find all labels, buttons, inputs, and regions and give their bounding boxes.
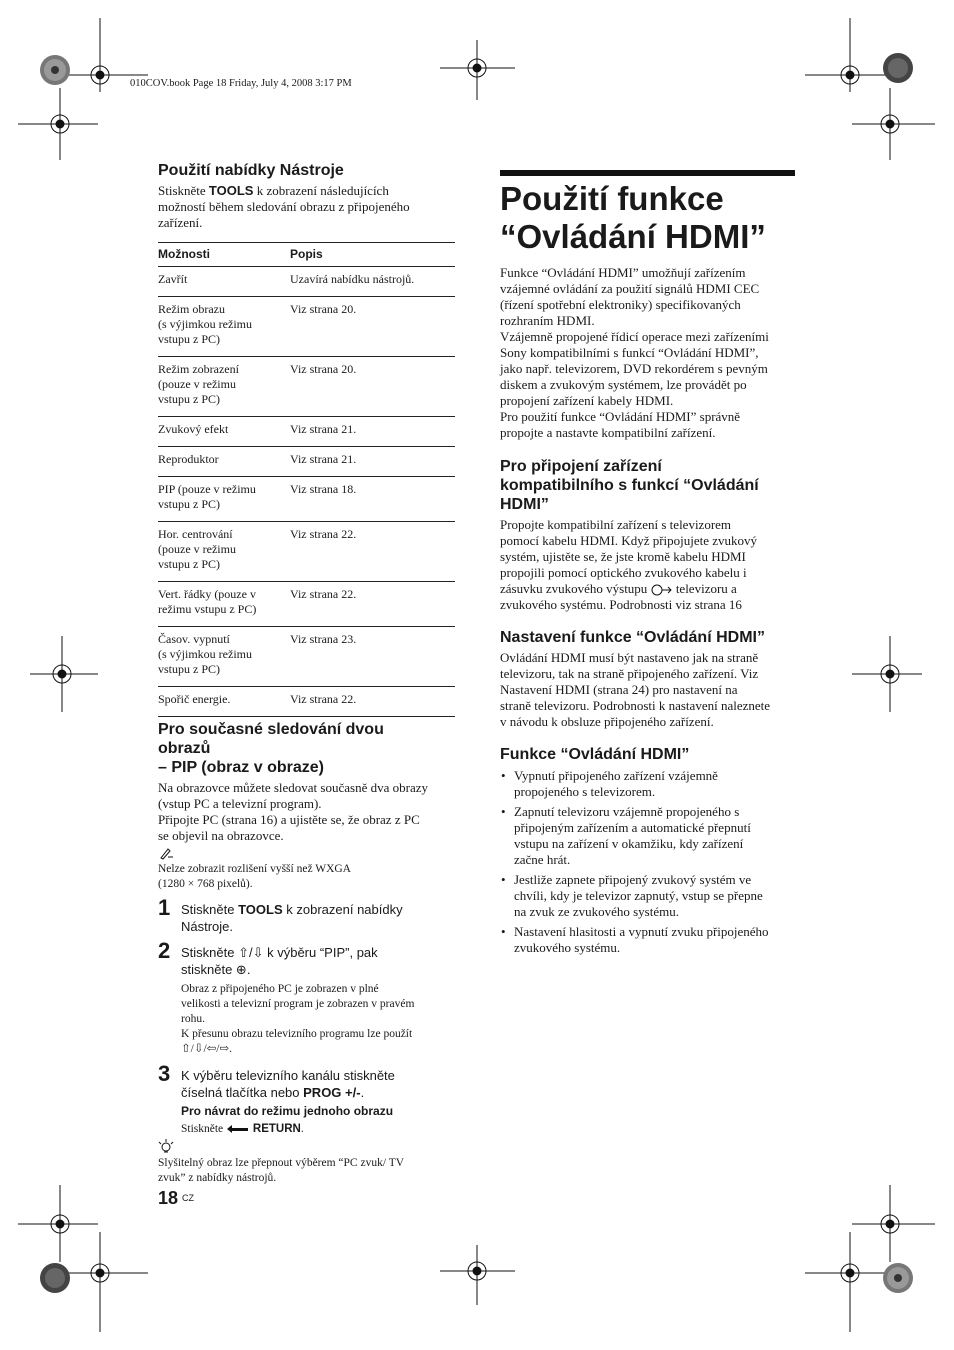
up-down-arrow-icon: ⇧/⇩ [238,945,264,960]
step-1-number: 1 [158,895,171,920]
option-cell: PIP (pouze v režimu vstupu z PC) [158,477,290,522]
return-icon [226,1124,250,1134]
text-line: vzájemné ovládání za použití signálů HDMI CEC [500,281,760,296]
table-row [158,582,455,627]
text-line: pomocí kabelu HDMI. Když připojujete zvukový [500,533,758,548]
settings-body [500,650,800,730]
text-line: Propojte kompatibilní zařízení s televizorem [500,517,732,532]
text-line: diskem a zvukovým systémem, lze provádět po [500,377,747,392]
tools-intro: Stiskněte TOOLS k zobrazení následujících možností během sledování obrazu z připojeného zařízení. [158,183,410,230]
description-cell: Viz strana 21. [290,417,455,447]
tools-section-title: Použití nabídky Nástroje [158,162,344,179]
description-cell: Viz strana 22. [290,582,455,627]
pip-body: Na obrazovce můžete sledovat současně dva obrazy (vstup PC a televizní program). Připojte PC (strana 16) a ujistěte se, že obraz z PC se objevil na obrazovce. [158,780,428,843]
table-row [158,267,455,297]
table-row [158,627,455,687]
step-1-text: Stiskněte TOOLS k zobrazení nabídky Nástroje. [181,902,403,934]
pip-section-title: Pro současné sledování dvou obrazů – PIP (obraz v obraze) [158,721,384,776]
settings-section-title: Nastavení funkce “Ovládání HDMI” [500,629,765,646]
description-cell: Viz strana 23. [290,627,455,687]
description-cell: Viz strana 22. [290,687,455,717]
text-line: v návodu k obsluze připojeného zařízení. [500,714,714,729]
table-row [158,447,455,477]
tools-options-table [158,242,455,717]
tip-lightbulb-icon [158,1139,174,1155]
description-cell: Viz strana 22. [290,522,455,582]
text-line: Pro použití funkce “Ovládání HDMI” správně [500,409,741,424]
tip-text: Slyšitelný obraz lze přepnout výběrem “PC zvuk/ TV zvuk” z nabídky nástrojů. [158,1157,405,1184]
table-row [158,297,455,357]
option-cell: Hor. centrování (pouze v režimu vstupu z PC) [158,522,290,582]
text-line: propojte a nastavte kompatibilní zařízení. [500,425,716,440]
audio-output-icon [651,584,673,596]
text-line: Funkce “Ovládání HDMI” umožňují zařízením [500,265,746,280]
text-line: jako např. televizorem, DVD rekordérem s pevným [500,361,768,376]
return-title: Pro návrat do režimu jednoho obrazu [181,1104,394,1118]
list-item: • Jestliže zapnete připojený zvukový systém ve chvíli, kdy je televizor zapnutý, vstup se přepne na zvuk ze zvukového systému. [514,872,800,920]
option-cell: Režim obrazu (s výjimkou režimu vstupu z PC) [158,297,290,357]
file-info-header: 010COV.book Page 18 Friday, July 4, 2008 3:17 PM [130,78,352,89]
option-cell: Vert. řádky (pouze v režimu vstupu z PC) [158,582,290,627]
functions-list [500,768,800,960]
table-row [158,522,455,582]
table-row [158,357,455,417]
text-line: Sony kompatibilními s funkcí “Ovládání HDMI”, [500,345,759,360]
text-line: systém, ujistěte se, že jste kromě kabelu HDMI [500,549,746,564]
tools-key: TOOLS [208,183,254,198]
connect-section-title: Pro připojení zařízení kompatibilního s funkcí “Ovládání HDMI” [500,458,759,513]
step-3-text: K výběru televizního kanálu stiskněte číselná tlačítka nebo PROG +/-. [181,1068,395,1100]
description-cell: Viz strana 21. [290,447,455,477]
text-line: Vzájemně propojené řídicí operace mezi zařízeními [500,329,769,344]
connect-body: Propojte kompatibilní zařízení s televizorem pomocí kabelu HDMI. Když připojujete zvukový systém, ujistěte se, že jste kromě kabelu HDMI propojili pomocí optického zvukového kabelu i zásuvku zvukového výstupu televizoru a zvukového systému. Podrobnosti viz strana 16 [500,517,800,613]
option-cell: Zvukový efekt [158,417,290,447]
option-cell: Časov. vypnutí (s výjimkou režimu vstupu z PC) [158,627,290,687]
pip-note: Nelze zobrazit rozlišení vyšší než WXGA (1280 × 768 pixelů). [158,863,351,890]
enter-button-icon: ⊕ [235,962,247,977]
text-line: rozhraním HDMI. [500,313,595,328]
text-line: (řízení spotřební elektroniky) specifikovaných [500,297,741,312]
hdmi-intro [500,265,800,441]
option-cell: Zavřít [158,267,290,297]
list-item: • Nastavení hlasitosti a vypnutí zvuku připojeného zvukového systému. [514,924,800,956]
text-line: Ovládání HDMI musí být nastaveno jak na straně [500,650,759,665]
description-cell: Viz strana 18. [290,477,455,522]
col-header-description: Popis [290,243,455,267]
step-2-text: Stiskněte ⇧/⇩ k výběru “PIP”, pak stiskněte ⊕. [181,945,378,977]
return-text: Stiskněte RETURN. [181,1123,304,1135]
page-lang: CZ [182,1193,194,1203]
text-line: propojili pomocí optického zvukového kabelu i [500,565,747,580]
functions-section-title: Funkce “Ovládání HDMI” [500,746,690,763]
page-title: Použití funkce “Ovládání HDMI” [500,170,795,256]
text-line: televizoru, tak na straně připojeného zařízení. Viz [500,666,759,681]
step-2-detail: Obraz z připojeného PC je zobrazen v plné velikosti a televizní program je zobrazen v pravém rohu. K přesunu obrazu televizního programu lze použít ⇧/⇩/⇦/⇨. [181,982,461,1057]
step-2-number: 2 [158,938,171,963]
option-cell: Spořič energie. [158,687,290,717]
list-item: • Vypnutí připojeného zařízení vzájemně propojeného s televizorem. [514,768,800,800]
text-line: Nastavení HDMI (strana 24) pro nastavení na [500,682,738,697]
description-cell: Viz strana 20. [290,357,455,417]
text-line: straně televizoru. Podrobnosti k nastavení naleznete [500,698,771,713]
step-3-number: 3 [158,1061,171,1086]
col-header-options: Možnosti [158,243,290,267]
page-number: 18 [158,1188,179,1208]
table-row [158,417,455,447]
list-item: • Zapnutí televizoru vzájemně propojeného s připojeným zařízením a automatické přepnutí vstupu na zařízení v okamžiku, kdy zařízení začne hrát. [514,804,800,868]
table-row [158,687,455,717]
option-cell: Režim zobrazení (pouze v režimu vstupu z PC) [158,357,290,417]
note-pencil-icon [159,846,175,860]
option-cell: Reproduktor [158,447,290,477]
description-cell: Viz strana 20. [290,297,455,357]
description-cell: Uzavírá nabídku nástrojů. [290,267,455,297]
text-line: propojení zařízení kabely HDMI. [500,393,674,408]
table-row [158,477,455,522]
direction-arrows-icon: ⇧/⇩/⇦/⇨. [181,1043,233,1055]
